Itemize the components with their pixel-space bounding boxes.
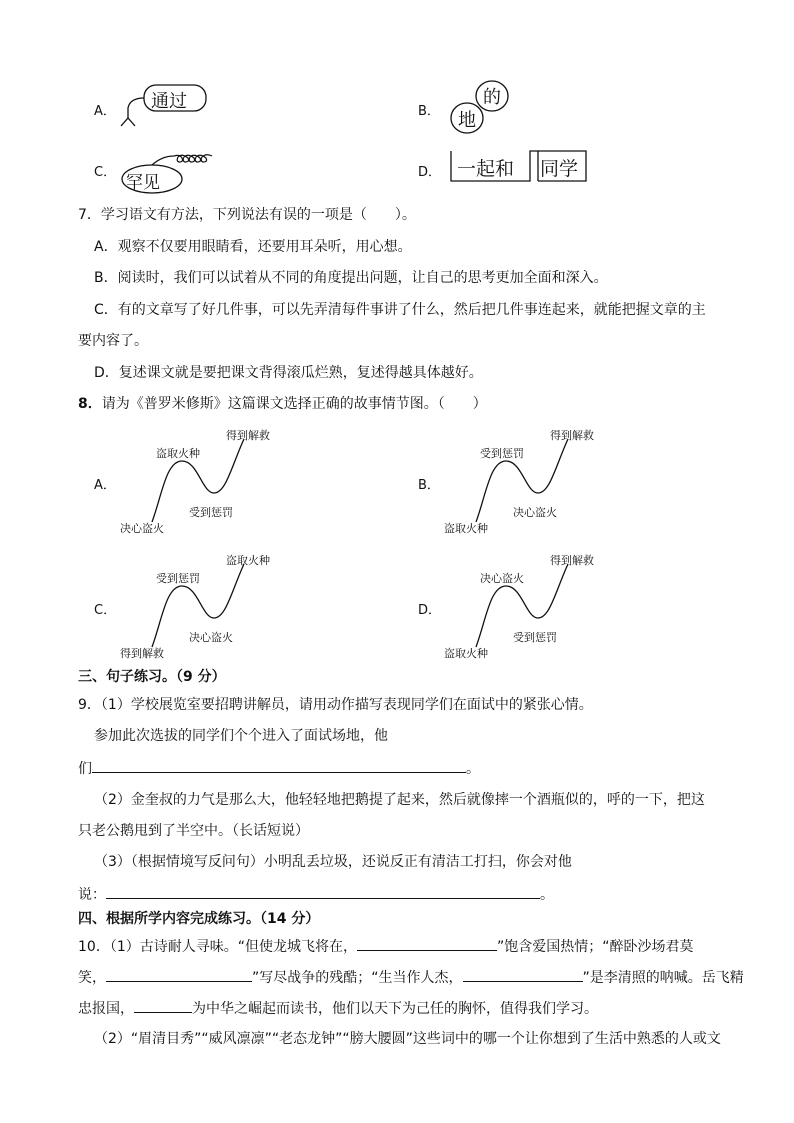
q7-option-c-line1: C．有的文章写了好几件事，可以先弄清每件事讲了什么，然后把几件事连起来，就能把握文章的主	[94, 302, 706, 318]
q9-part1-end: 。	[466, 761, 480, 777]
q10-line2-tail: ”是李清照的呐喊。岳飞精	[582, 970, 744, 986]
plot-option-b	[418, 425, 618, 540]
plot-a-start: 决心盗火	[120, 522, 164, 535]
q10-line2-text: 笑，	[78, 970, 106, 986]
plot-c-label: C．	[94, 603, 117, 618]
q8-number: 8．	[78, 396, 102, 412]
q9-part2-line2: 只老公鹅甩到了半空中。（长话短说）	[78, 823, 309, 839]
plot-a-label: A．	[94, 478, 116, 493]
plot-a-peak: 盗取火种	[156, 447, 200, 460]
option-a-word: 通过	[151, 91, 187, 112]
section-4-title: 四、根据所学内容完成练习。（14 分）	[78, 911, 320, 927]
section-3-title: 三、句子练习。（9 分）	[78, 669, 226, 685]
plot-option-c	[94, 550, 294, 665]
plot-c-valley: 决心盗火	[189, 631, 233, 644]
option-c-label: C．	[94, 165, 117, 180]
option-c-mark	[118, 150, 218, 196]
q10-line3-tail: 为中华之崛起而读书，他们以天下为己任的胸怀，值得我们学习。	[192, 1001, 598, 1017]
q10-line3	[78, 998, 598, 1019]
plot-option-d	[418, 550, 618, 665]
plot-b-start: 盗取火种	[444, 522, 488, 535]
plot-b-peak: 受到惩罚	[480, 447, 524, 460]
plot-d-end: 得到解救	[550, 554, 594, 567]
q10-line2-mid: ”写尽战争的残酷；“生当作人杰，	[252, 970, 463, 986]
swap-mark-icon	[440, 78, 515, 136]
plot-c-start: 得到解救	[120, 647, 164, 660]
plot-b-valley: 决心盗火	[513, 506, 557, 519]
plot-option-a	[94, 425, 294, 540]
plot-d-peak: 决心盗火	[480, 572, 524, 585]
q9-part1-prompt: 参加此次选拔的同学们个个进入了面试场地，他	[94, 728, 388, 744]
option-d-label: D．	[418, 165, 442, 180]
q9-part2-line1: （2）金奎叔的力气是那么大，他轻轻地把鹅提了起来，然后就像摔一个酒瓶似的，呼的一下，把这	[94, 792, 705, 808]
q10-blank-3[interactable]	[463, 967, 583, 982]
q9-part1: 9．（1）学校展览室要招聘讲解员，请用动作描写表现同学们在面试中的紧张心情。	[78, 697, 593, 713]
q9-part3-line1: （3）（根据情境写反问句）小明乱丢垃圾，还说反正有清洁工打扫，你会对他	[94, 854, 572, 870]
q10-blank-4[interactable]	[134, 998, 192, 1013]
option-a-label: A．	[94, 104, 116, 119]
option-b-word-2: 地	[458, 110, 476, 131]
q10-line1-text: 10．（1）古诗耐人寻味。“但使龙城飞将在，	[78, 939, 357, 955]
q7-stem: 7．学习语文有方法，下列说法有误的一项是（ ）。	[78, 207, 416, 223]
q9-part3-lead: 说：	[78, 887, 106, 903]
plot-b-end: 得到解救	[550, 429, 594, 442]
q8-stem	[78, 394, 487, 414]
q9-part3-blank[interactable]	[106, 884, 540, 899]
plot-a-valley: 受到惩罚	[189, 506, 233, 519]
plot-d-valley: 受到惩罚	[513, 631, 557, 644]
q9-part3-end: 。	[540, 887, 554, 903]
q9-part1-blank[interactable]	[92, 758, 466, 773]
q10-line3-text: 忠报国，	[78, 1001, 134, 1017]
q10-line2	[78, 967, 744, 988]
q10-blank-1[interactable]	[357, 936, 497, 951]
option-d-word-1: 一起和	[457, 158, 515, 180]
q10-blank-2[interactable]	[106, 967, 252, 982]
q9-part1-answer-line	[78, 758, 480, 779]
option-c-word: 罕见	[126, 173, 160, 193]
plot-b-label: B．	[418, 478, 440, 493]
q10-line1	[78, 936, 694, 957]
plot-d-label: D．	[418, 603, 442, 618]
q8-stem-text: 请为《普罗米修斯》这篇课文选择正确的故事情节图。（ ）	[101, 396, 487, 412]
q7-option-d: D．复述课文就是要把课文背得滚瓜烂熟，复述得越具体越好。	[94, 365, 483, 381]
option-d-mark	[446, 148, 592, 184]
option-d-word-2: 同学	[540, 158, 579, 180]
q10-line4: （2）“眉清目秀”“威风凛凛”“老态龙钟”“膀大腰圆”这些词中的哪一个让你想到了生活中熟悉的人或文	[94, 1031, 721, 1047]
q10-line1-tail: ”饱含爱国热情；“醉卧沙场君莫	[496, 939, 694, 955]
plot-a-end: 得到解救	[226, 429, 270, 442]
q9-part1-lead: 们	[78, 761, 92, 777]
q7-option-a: A．观察不仅要用眼睛看，还要用耳朵听，用心想。	[94, 239, 412, 255]
option-b-mark	[440, 78, 515, 136]
option-b-word-1: 的	[483, 87, 501, 108]
plot-c-end: 盗取火种	[226, 554, 270, 567]
q9-part3-answer-line	[78, 884, 554, 905]
q7-option-b: B．阅读时，我们可以试着从不同的角度提出问题，让自己的思考更加全面和深入。	[94, 270, 608, 286]
plot-c-peak: 受到惩罚	[156, 572, 200, 585]
option-a-mark	[118, 80, 213, 132]
option-b-label: B．	[418, 104, 440, 119]
plot-d-start: 盗取火种	[444, 647, 488, 660]
q7-option-c-line2: 要内容了。	[78, 333, 148, 349]
